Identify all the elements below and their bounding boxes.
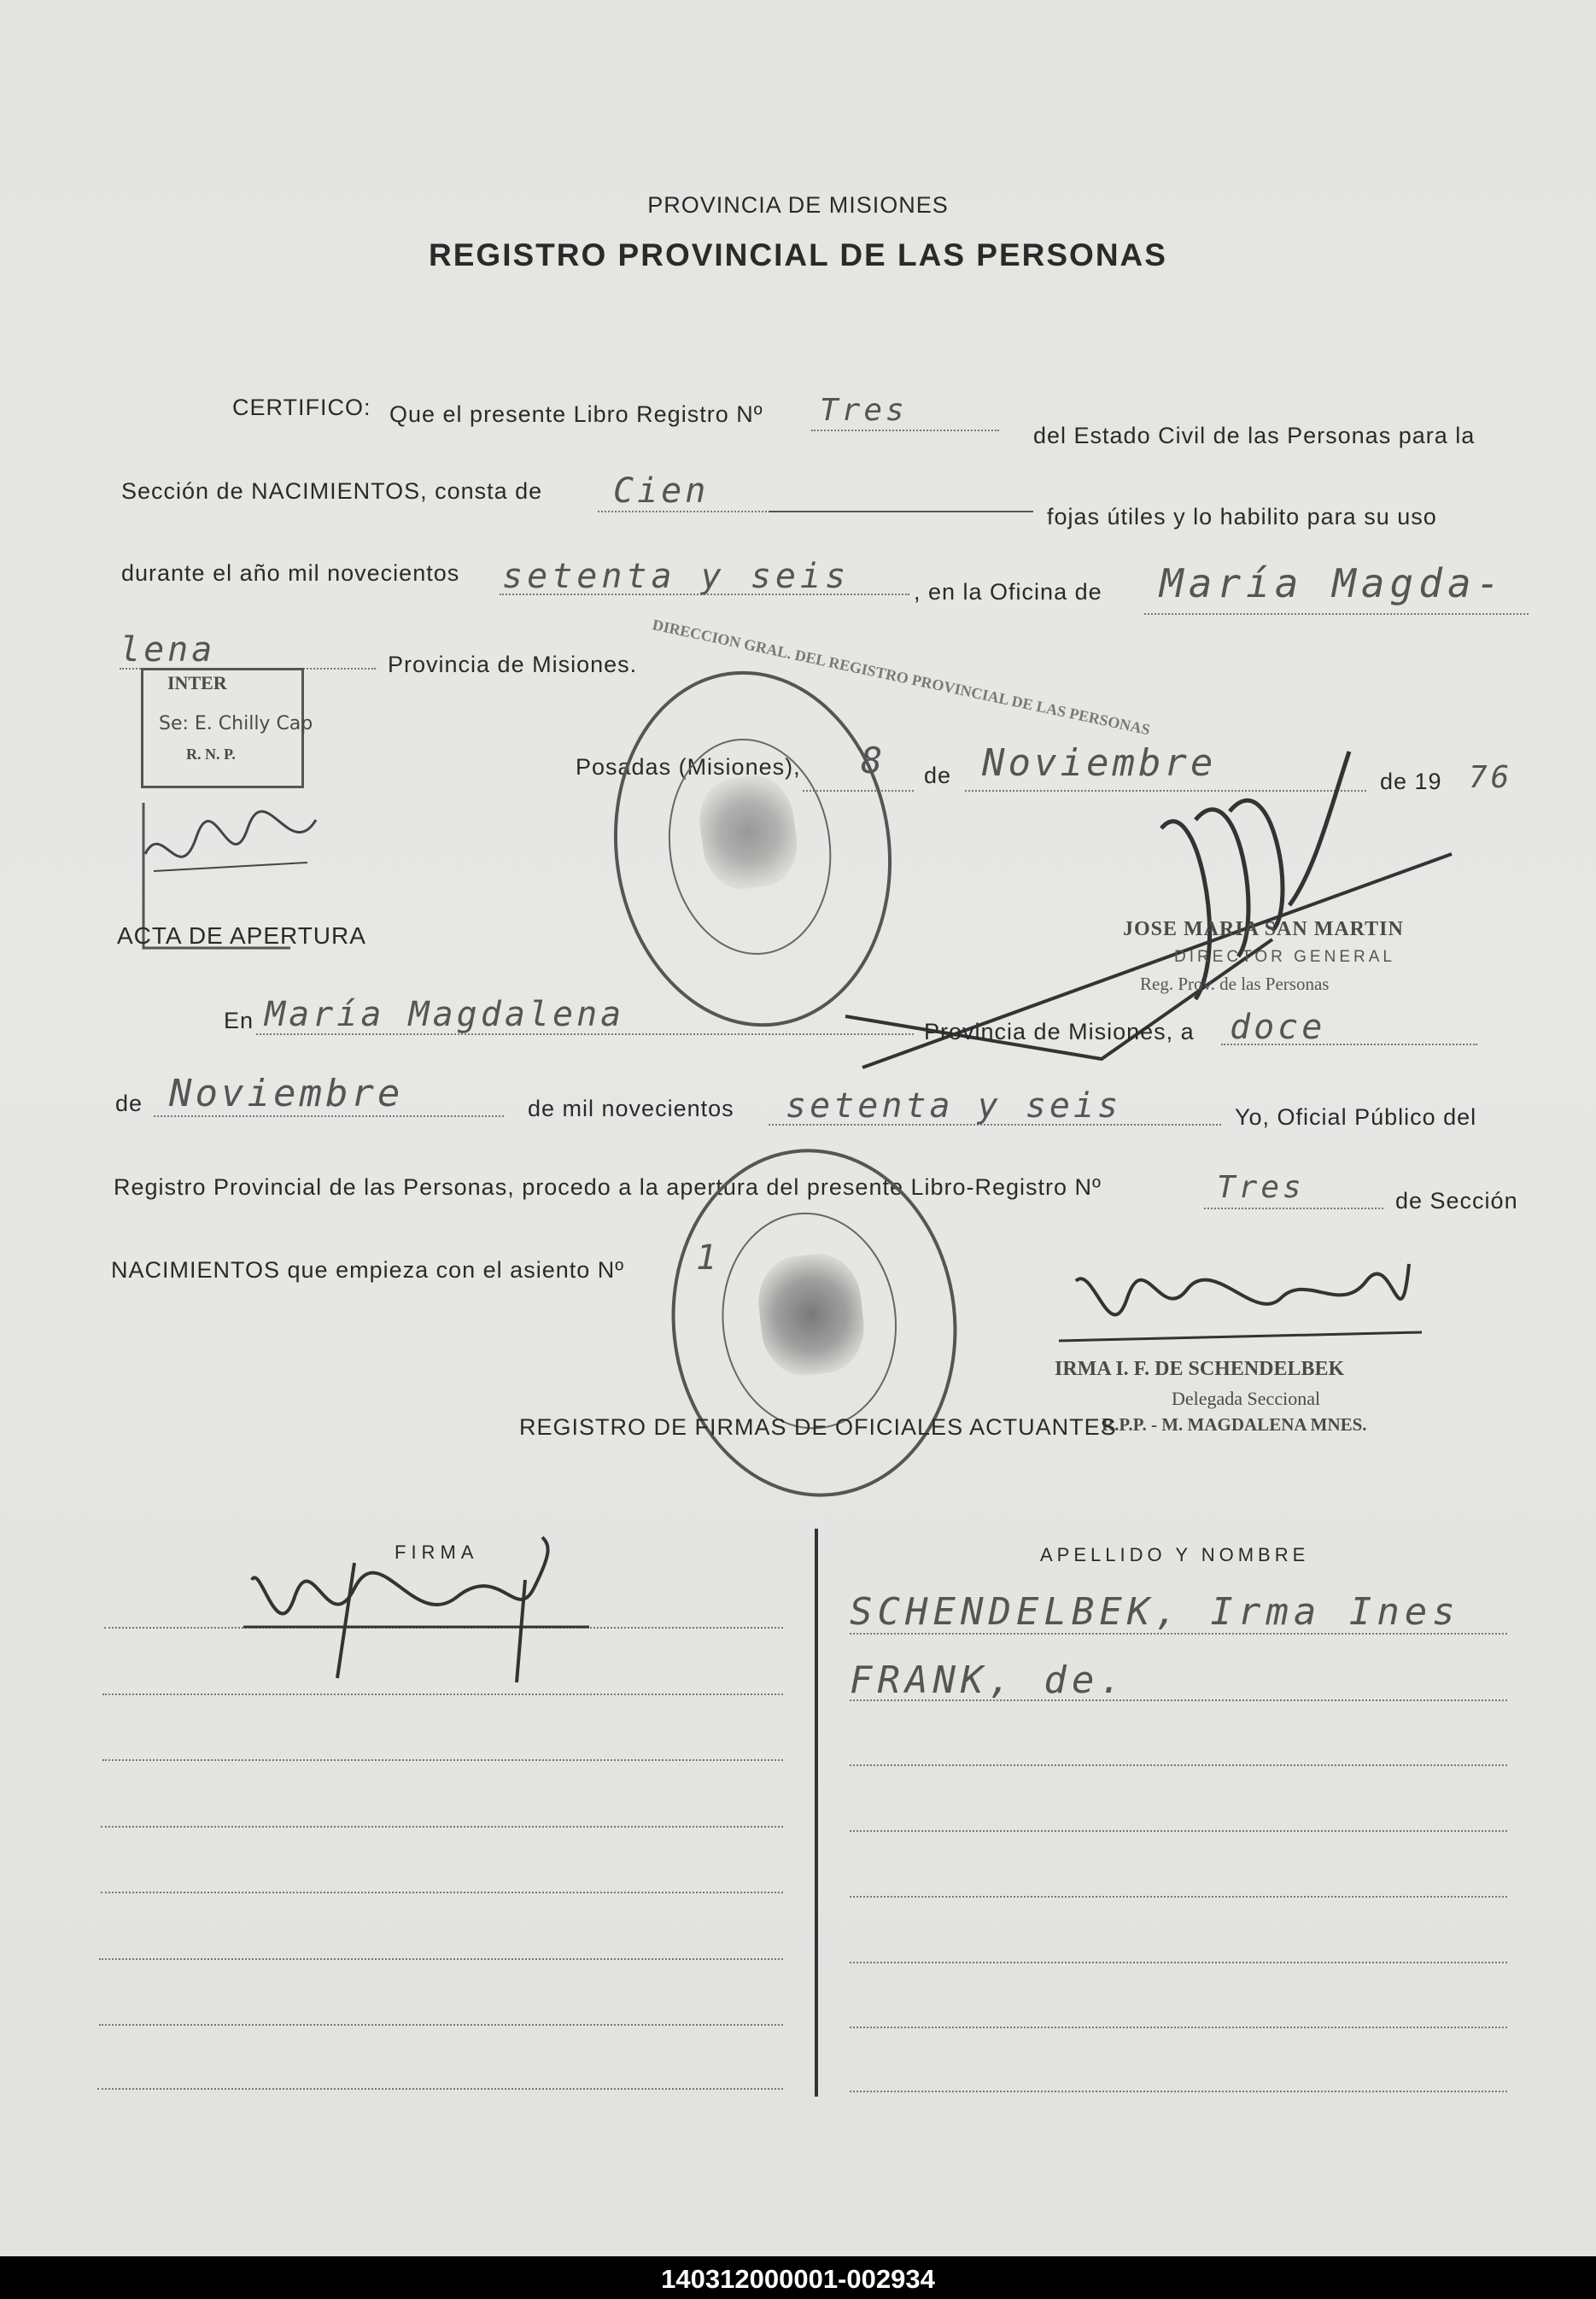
handwritten-localidad: María Magdalena	[265, 995, 625, 1034]
handwritten-oficina-1: María Magda-	[1160, 560, 1505, 606]
seal-text: DIRECCION GRAL. DEL REGISTRO PROVINCIAL DE LAS PERSONAS	[651, 616, 1152, 739]
stamp-line-2: Se: E. Chilly Cap	[159, 713, 313, 734]
firma-line	[102, 1759, 783, 1761]
handwritten-month: Noviembre	[982, 741, 1217, 785]
apertura-provincia: Provincia de Misiones, a	[924, 1019, 1195, 1044]
apertura-mil: de mil novecientos	[528, 1096, 734, 1121]
firma-line	[101, 1826, 783, 1828]
apertura-de-seccion: de Sección	[1395, 1188, 1518, 1214]
certifico-line4-end: Provincia de Misiones.	[388, 652, 638, 677]
director-title: DIRECTOR GENERAL	[1174, 948, 1395, 966]
stamp-line-1: INTER	[167, 672, 227, 693]
firma-line	[97, 2088, 783, 2090]
province-heading: PROVINCIA DE MISIONES	[647, 192, 949, 218]
firma-column-header: FIRMA	[395, 1541, 479, 1563]
apertura-yo: Yo, Oficial Público del	[1235, 1104, 1477, 1130]
handwritten-day: 8	[861, 740, 886, 781]
certifico-line1-text: Que el presente Libro Registro Nº	[389, 401, 763, 427]
certifico-line3-start: durante el año mil novecientos	[121, 560, 460, 586]
firma-signature	[243, 1529, 602, 1691]
apertura-de: de	[115, 1091, 143, 1116]
date-de-19: de 19	[1380, 769, 1442, 794]
handwritten-libro-apertura: Tres	[1217, 1170, 1305, 1205]
registry-title: REGISTRO PROVINCIAL DE LAS PERSONAS	[429, 237, 1167, 272]
nombre-column-header: APELLIDO Y NOMBRE	[1040, 1544, 1310, 1565]
document-id: 140312000001-002934	[661, 2264, 935, 2294]
director-name: JOSE MARIA SAN MARTIN	[1123, 918, 1404, 940]
firma-line	[101, 1892, 783, 1893]
apertura-line4: NACIMIENTOS que empieza con el asiento Nº	[111, 1257, 625, 1283]
handwritten-fojas: Cien	[613, 471, 710, 511]
certifico-label: CERTIFICO:	[232, 395, 371, 420]
nombre-line	[850, 1962, 1507, 1963]
dotted-line	[1204, 1208, 1383, 1209]
handwritten-dia: doce	[1230, 1008, 1326, 1047]
nombre-entry-line1: SCHENDELBEK, Irma Ines	[850, 1590, 1460, 1634]
place-label: Posadas (Misiones),	[576, 754, 801, 780]
apertura-en: En	[224, 1008, 254, 1033]
date-de-1: de	[924, 763, 952, 788]
delegada-signature	[1059, 1247, 1435, 1375]
delegada-org: R.P.P. - M. MAGDALENA MNES.	[1102, 1414, 1367, 1435]
handwritten-year: 76	[1469, 760, 1513, 795]
handwritten-anio: setenta y seis	[502, 557, 851, 596]
firma-line	[99, 2024, 783, 2026]
nombre-line	[850, 2027, 1507, 2028]
nombre-line	[850, 1830, 1507, 1832]
director-org: Reg. Prov. de las Personas	[1140, 974, 1330, 994]
certifico-line3-mid: , en la Oficina de	[914, 579, 1102, 605]
dotted-line	[811, 430, 999, 431]
firma-line	[102, 1694, 783, 1695]
handwritten-oficina-2: lena	[120, 630, 216, 670]
firma-line	[99, 1958, 783, 1960]
handwritten-asiento: 1	[696, 1238, 721, 1278]
nombre-entry-line2: FRANK, de.	[850, 1658, 1127, 1702]
handwritten-dash	[769, 511, 1033, 512]
firmas-title: REGISTRO DE FIRMAS DE OFICIALES ACTUANTES	[519, 1414, 1117, 1440]
column-divider	[815, 1529, 818, 2097]
certifico-line2-end: fojas útiles y lo habilito para su uso	[1047, 504, 1437, 529]
nombre-line	[850, 1896, 1507, 1898]
dotted-line	[1144, 613, 1529, 615]
delegada-name: IRMA I. F. DE SCHENDELBEK	[1055, 1358, 1345, 1380]
handwritten-libro-numero: Tres	[820, 393, 908, 428]
nombre-line	[850, 1764, 1507, 1766]
dotted-line	[154, 1115, 504, 1117]
delegada-title: Delegada Seccional	[1172, 1388, 1321, 1409]
stamp-line-3: R. N. P.	[186, 746, 236, 763]
apertura-line3: Registro Provincial de las Personas, procedo a la apertura del presente Libro-Registro Nº	[114, 1174, 1102, 1200]
certifico-line2-start: Sección de NACIMIENTOS, consta de	[121, 478, 543, 504]
handwritten-anio-apertura: setenta y seis	[786, 1086, 1122, 1126]
acta-title: ACTA DE APERTURA	[117, 922, 366, 949]
handwritten-mes: Noviembre	[169, 1072, 404, 1115]
nombre-line	[850, 2091, 1507, 2092]
certifico-line1-end: del Estado Civil de las Personas para la	[1033, 423, 1476, 448]
